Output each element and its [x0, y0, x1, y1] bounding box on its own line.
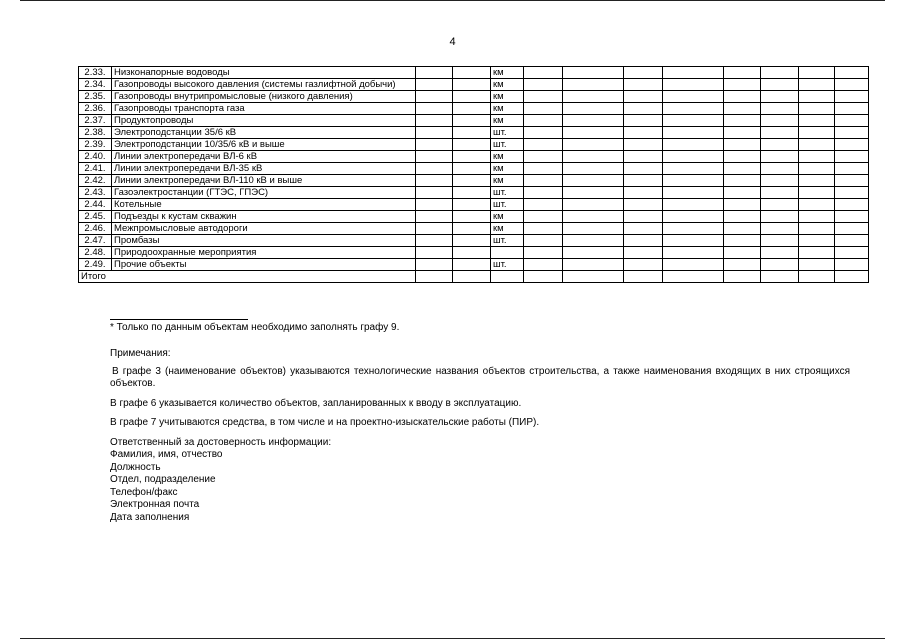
object-name: Котельные	[112, 199, 416, 211]
unit-cell: км	[491, 223, 524, 235]
empty-cell	[724, 187, 761, 199]
empty-cell	[835, 223, 869, 235]
empty-cell	[624, 211, 663, 223]
empty-cell	[453, 175, 491, 187]
empty-cell	[761, 139, 799, 151]
empty-cell	[416, 139, 453, 151]
note-paragraph-1: В графе 3 (наименование объектов) указываются технологические названия объектов строительства, а также наименования входящих в них строящихся объектов.	[110, 366, 850, 389]
empty-cell	[563, 247, 624, 259]
empty-cell	[724, 235, 761, 247]
table-row	[79, 247, 869, 259]
empty-cell	[799, 67, 835, 79]
object-name: Линии электропередачи ВЛ-6 кВ	[112, 151, 416, 163]
empty-cell	[563, 103, 624, 115]
empty-cell	[563, 151, 624, 163]
notes-heading: Примечания:	[110, 348, 171, 359]
empty-cell	[624, 259, 663, 271]
empty-cell	[799, 151, 835, 163]
top-edge-line	[20, 0, 885, 1]
empty-cell	[724, 139, 761, 151]
row-number: 2.33.	[79, 67, 112, 79]
object-name: Газопроводы внутрипромысловые (низкого давления)	[112, 91, 416, 103]
empty-cell	[799, 91, 835, 103]
empty-cell	[663, 127, 724, 139]
empty-cell	[761, 223, 799, 235]
empty-cell	[416, 79, 453, 91]
empty-cell	[835, 91, 869, 103]
empty-cell	[724, 211, 761, 223]
empty-cell	[761, 199, 799, 211]
empty-cell	[835, 163, 869, 175]
total-row	[79, 271, 869, 283]
empty-cell	[524, 247, 563, 259]
empty-cell	[835, 79, 869, 91]
empty-cell	[563, 235, 624, 247]
unit-cell: км	[491, 211, 524, 223]
empty-cell	[524, 127, 563, 139]
empty-cell	[624, 175, 663, 187]
empty-cell	[835, 199, 869, 211]
empty-cell	[663, 79, 724, 91]
empty-cell	[624, 187, 663, 199]
row-number: 2.37.	[79, 115, 112, 127]
unit-cell	[491, 247, 524, 259]
responsible-fields	[110, 449, 223, 525]
total-label: Итого	[79, 271, 416, 283]
empty-cell	[416, 235, 453, 247]
empty-cell	[835, 67, 869, 79]
empty-cell	[663, 235, 724, 247]
empty-cell	[563, 187, 624, 199]
empty-cell	[724, 91, 761, 103]
empty-cell	[524, 199, 563, 211]
empty-cell	[491, 271, 524, 283]
table-row	[79, 223, 869, 235]
empty-cell	[416, 223, 453, 235]
empty-cell	[563, 79, 624, 91]
bottom-edge-line	[20, 638, 885, 639]
unit-cell: км	[491, 91, 524, 103]
object-name: Газоэлектростанции (ГТЭС, ГПЭС)	[112, 187, 416, 199]
row-number: 2.43.	[79, 187, 112, 199]
empty-cell	[453, 223, 491, 235]
empty-cell	[724, 259, 761, 271]
empty-cell	[563, 259, 624, 271]
responsible-heading: Ответственный за достоверность информации:	[110, 437, 332, 448]
table-row	[79, 139, 869, 151]
row-number: 2.44.	[79, 199, 112, 211]
empty-cell	[799, 187, 835, 199]
object-name: Линии электропередачи ВЛ-35 кВ	[112, 163, 416, 175]
empty-cell	[835, 211, 869, 223]
empty-cell	[563, 223, 624, 235]
object-name: Подъезды к кустам скважин	[112, 211, 416, 223]
empty-cell	[563, 163, 624, 175]
empty-cell	[663, 223, 724, 235]
empty-cell	[761, 115, 799, 127]
empty-cell	[835, 151, 869, 163]
empty-cell	[663, 187, 724, 199]
table-body	[79, 67, 869, 283]
unit-cell: шт.	[491, 139, 524, 151]
unit-cell: шт.	[491, 235, 524, 247]
table-row	[79, 259, 869, 271]
empty-cell	[799, 139, 835, 151]
empty-cell	[563, 139, 624, 151]
empty-cell	[761, 151, 799, 163]
unit-cell: км	[491, 151, 524, 163]
empty-cell	[453, 127, 491, 139]
object-name: Электроподстанции 35/6 кВ	[112, 127, 416, 139]
empty-cell	[761, 175, 799, 187]
empty-cell	[524, 91, 563, 103]
empty-cell	[624, 79, 663, 91]
empty-cell	[416, 199, 453, 211]
object-name: Природоохранные мероприятия	[112, 247, 416, 259]
empty-cell	[563, 199, 624, 211]
empty-cell	[624, 127, 663, 139]
empty-cell	[453, 211, 491, 223]
empty-cell	[663, 271, 724, 283]
object-name: Прочие объекты	[112, 259, 416, 271]
empty-cell	[663, 103, 724, 115]
empty-cell	[416, 187, 453, 199]
object-name: Газопроводы транспорта газа	[112, 103, 416, 115]
empty-cell	[453, 103, 491, 115]
empty-cell	[453, 91, 491, 103]
table-row	[79, 163, 869, 175]
empty-cell	[624, 91, 663, 103]
empty-cell	[799, 235, 835, 247]
empty-cell	[524, 175, 563, 187]
empty-cell	[524, 151, 563, 163]
empty-cell	[663, 175, 724, 187]
empty-cell	[799, 127, 835, 139]
empty-cell	[563, 67, 624, 79]
empty-cell	[835, 115, 869, 127]
empty-cell	[835, 139, 869, 151]
object-name: Продуктопроводы	[112, 115, 416, 127]
empty-cell	[524, 187, 563, 199]
empty-cell	[663, 199, 724, 211]
field-email: Электронная почта	[110, 499, 200, 511]
empty-cell	[724, 163, 761, 175]
empty-cell	[524, 259, 563, 271]
empty-cell	[761, 259, 799, 271]
field-position: Должность	[110, 461, 161, 473]
empty-cell	[761, 127, 799, 139]
empty-cell	[563, 271, 624, 283]
empty-cell	[761, 91, 799, 103]
empty-cell	[663, 163, 724, 175]
row-number: 2.34.	[79, 79, 112, 91]
empty-cell	[524, 223, 563, 235]
row-number: 2.45.	[79, 211, 112, 223]
unit-cell: шт.	[491, 187, 524, 199]
empty-cell	[724, 175, 761, 187]
empty-cell	[624, 235, 663, 247]
empty-cell	[761, 163, 799, 175]
empty-cell	[416, 247, 453, 259]
empty-cell	[453, 79, 491, 91]
empty-cell	[799, 115, 835, 127]
empty-cell	[524, 67, 563, 79]
row-number: 2.36.	[79, 103, 112, 115]
unit-cell: км	[491, 163, 524, 175]
empty-cell	[524, 163, 563, 175]
empty-cell	[835, 235, 869, 247]
row-number: 2.38.	[79, 127, 112, 139]
empty-cell	[624, 199, 663, 211]
empty-cell	[761, 211, 799, 223]
table-row	[79, 67, 869, 79]
empty-cell	[524, 271, 563, 283]
empty-cell	[724, 271, 761, 283]
field-phone-fax: Телефон/факс	[110, 486, 178, 498]
empty-cell	[524, 139, 563, 151]
empty-cell	[416, 67, 453, 79]
empty-cell	[624, 67, 663, 79]
empty-cell	[453, 187, 491, 199]
empty-cell	[799, 211, 835, 223]
empty-cell	[663, 115, 724, 127]
empty-cell	[624, 223, 663, 235]
empty-cell	[724, 223, 761, 235]
empty-cell	[835, 247, 869, 259]
empty-cell	[835, 127, 869, 139]
empty-cell	[724, 151, 761, 163]
object-name: Межпромысловые автодороги	[112, 223, 416, 235]
object-name: Электроподстанции 10/35/6 кВ и выше	[112, 139, 416, 151]
row-number: 2.41.	[79, 163, 112, 175]
empty-cell	[416, 127, 453, 139]
unit-cell: км	[491, 115, 524, 127]
empty-cell	[761, 187, 799, 199]
footnote-rule	[110, 319, 248, 320]
empty-cell	[624, 139, 663, 151]
unit-cell: км	[491, 67, 524, 79]
unit-cell: шт.	[491, 127, 524, 139]
empty-cell	[835, 175, 869, 187]
empty-cell	[624, 151, 663, 163]
row-number: 2.49.	[79, 259, 112, 271]
empty-cell	[453, 247, 491, 259]
empty-cell	[835, 259, 869, 271]
empty-cell	[624, 103, 663, 115]
empty-cell	[416, 91, 453, 103]
table-row	[79, 235, 869, 247]
empty-cell	[799, 199, 835, 211]
table-row	[79, 79, 869, 91]
unit-cell: км	[491, 103, 524, 115]
empty-cell	[724, 115, 761, 127]
unit-cell: шт.	[491, 199, 524, 211]
table-row	[79, 115, 869, 127]
empty-cell	[724, 67, 761, 79]
empty-cell	[835, 271, 869, 283]
table-row	[79, 175, 869, 187]
empty-cell	[453, 151, 491, 163]
empty-cell	[799, 175, 835, 187]
empty-cell	[563, 211, 624, 223]
row-number: 2.46.	[79, 223, 112, 235]
table-row	[79, 199, 869, 211]
empty-cell	[624, 115, 663, 127]
object-name: Газопроводы высокого давления (системы газлифтной добычи)	[112, 79, 416, 91]
empty-cell	[453, 271, 491, 283]
empty-cell	[799, 163, 835, 175]
page-number: 4	[449, 36, 456, 48]
empty-cell	[724, 103, 761, 115]
field-fill-date: Дата заполнения	[110, 511, 190, 523]
empty-cell	[799, 79, 835, 91]
empty-cell	[663, 247, 724, 259]
field-department: Отдел, подразделение	[110, 474, 216, 486]
empty-cell	[799, 247, 835, 259]
note-paragraph-2: В графе 6 указывается количество объектов, запланированных к вводу в эксплуатацию.	[110, 398, 522, 409]
empty-cell	[799, 271, 835, 283]
empty-cell	[624, 271, 663, 283]
table-row	[79, 151, 869, 163]
empty-cell	[416, 211, 453, 223]
row-number: 2.40.	[79, 151, 112, 163]
row-number: 2.35.	[79, 91, 112, 103]
unit-cell: шт.	[491, 259, 524, 271]
empty-cell	[563, 115, 624, 127]
unit-cell: км	[491, 175, 524, 187]
table-row	[79, 127, 869, 139]
empty-cell	[453, 67, 491, 79]
empty-cell	[761, 271, 799, 283]
empty-cell	[663, 67, 724, 79]
empty-cell	[453, 235, 491, 247]
empty-cell	[799, 259, 835, 271]
empty-cell	[724, 79, 761, 91]
empty-cell	[761, 79, 799, 91]
object-name: Линии электропередачи ВЛ-110 кВ и выше	[112, 175, 416, 187]
row-number: 2.47.	[79, 235, 112, 247]
empty-cell	[416, 163, 453, 175]
empty-cell	[416, 115, 453, 127]
table-row	[79, 187, 869, 199]
empty-cell	[563, 175, 624, 187]
empty-cell	[416, 103, 453, 115]
empty-cell	[835, 187, 869, 199]
empty-cell	[663, 139, 724, 151]
empty-cell	[663, 91, 724, 103]
empty-cell	[524, 103, 563, 115]
row-number: 2.39.	[79, 139, 112, 151]
empty-cell	[453, 259, 491, 271]
object-name: Промбазы	[112, 235, 416, 247]
empty-cell	[761, 67, 799, 79]
empty-cell	[663, 259, 724, 271]
unit-cell: км	[491, 79, 524, 91]
empty-cell	[799, 103, 835, 115]
empty-cell	[416, 271, 453, 283]
table-row	[79, 103, 869, 115]
empty-cell	[724, 199, 761, 211]
empty-cell	[453, 139, 491, 151]
empty-cell	[453, 163, 491, 175]
empty-cell	[761, 235, 799, 247]
empty-cell	[799, 223, 835, 235]
table-row	[79, 211, 869, 223]
empty-cell	[663, 151, 724, 163]
empty-cell	[761, 103, 799, 115]
row-number: 2.42.	[79, 175, 112, 187]
empty-cell	[416, 259, 453, 271]
empty-cell	[835, 103, 869, 115]
row-number: 2.48.	[79, 247, 112, 259]
empty-cell	[724, 127, 761, 139]
empty-cell	[724, 247, 761, 259]
empty-cell	[563, 91, 624, 103]
objects-table	[78, 66, 869, 283]
note-paragraph-3: В графе 7 учитываются средства, в том числе и на проектно-изыскательские работы (ПИР).	[110, 417, 540, 428]
empty-cell	[663, 211, 724, 223]
empty-cell	[416, 151, 453, 163]
empty-cell	[416, 175, 453, 187]
empty-cell	[524, 115, 563, 127]
empty-cell	[624, 247, 663, 259]
empty-cell	[453, 115, 491, 127]
empty-cell	[524, 235, 563, 247]
field-full-name: Фамилия, имя, отчество	[110, 449, 223, 460]
table-row	[79, 91, 869, 103]
empty-cell	[624, 163, 663, 175]
footnote: * Только по данным объектам необходимо заполнять графу 9.	[110, 322, 400, 333]
object-name: Низконапорные водоводы	[112, 67, 416, 79]
empty-cell	[524, 79, 563, 91]
empty-cell	[563, 127, 624, 139]
empty-cell	[761, 247, 799, 259]
empty-cell	[524, 211, 563, 223]
empty-cell	[453, 199, 491, 211]
